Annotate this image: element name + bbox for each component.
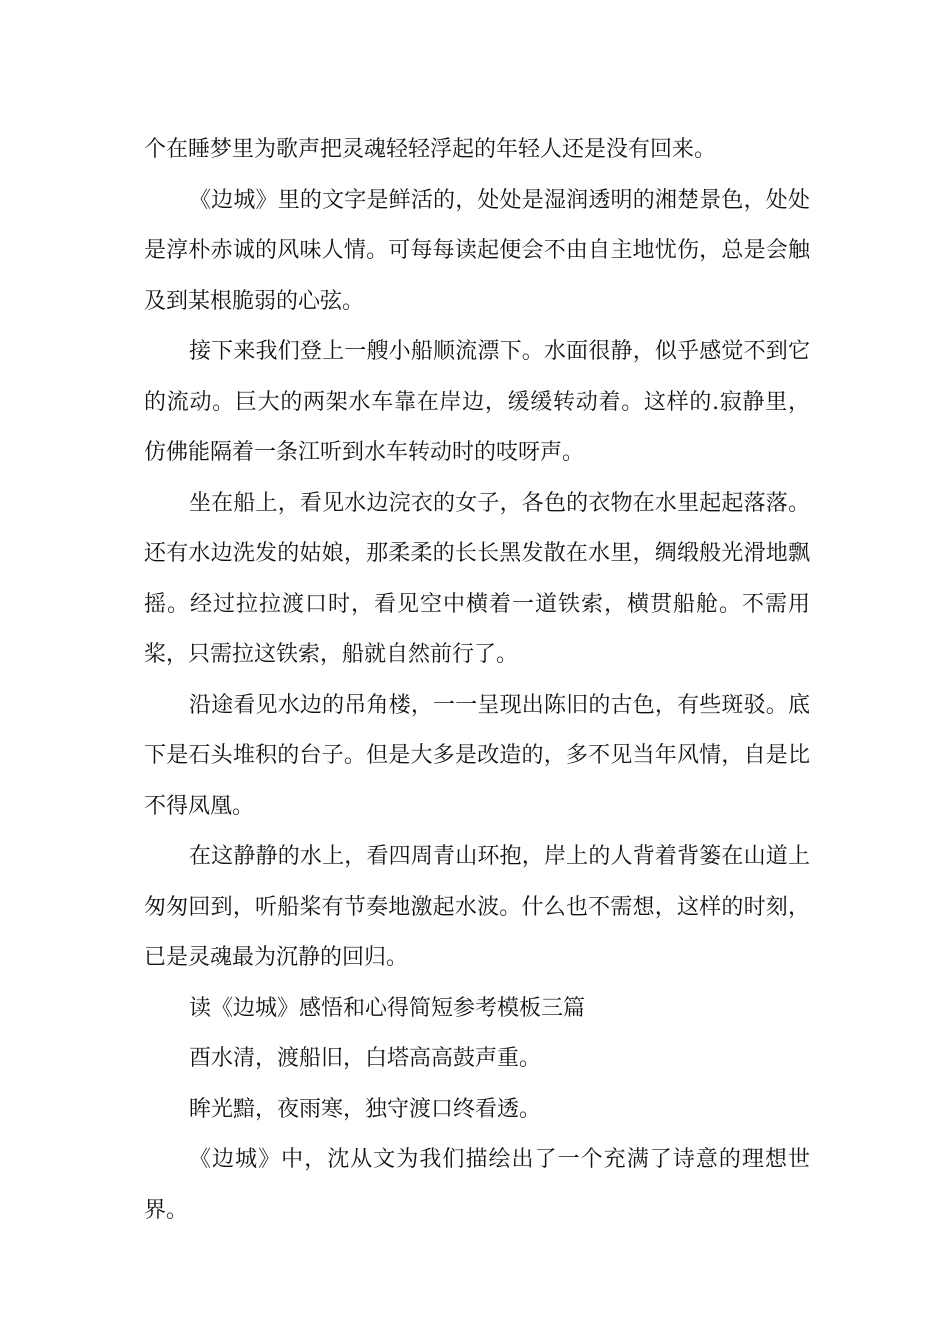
paragraph-stilt-houses: 沿途看见水边的吊角楼，一一呈现出陈旧的古色，有些斑驳。底下是石头堆积的台子。但是大多是改造的，多不见当年风情，自是比不得凤凰。	[144, 692, 810, 819]
paragraph-on-boat: 坐在船上，看见水边浣衣的女子，各色的衣物在水里起起落落。还有水边洗发的姑娘，那柔柔的长长黑发散在水里，绸缎般光滑地飘摇。经过拉拉渡口时，看见空中横着一道铁索，横贯船舱。不需用桨，只需拉这铁索，船就自然前行了。	[144, 490, 810, 667]
document-body	[144, 125, 810, 1236]
verse-line-2: 眸光黯，夜雨寒，独守渡口终看透。	[189, 1096, 542, 1122]
paragraph-text-description: 《边城》里的文字是鲜活的，处处是湿润透明的湘楚景色，处处是淳朴赤诚的风味人情。可每每读起便会不由自主地忧伤，总是会触及到某根脆弱的心弦。	[144, 187, 810, 314]
section-title: 读《边城》感悟和心得简短参考模板三篇	[189, 995, 586, 1021]
verse-line-1: 酉水清，渡船旧，白塔高高鼓声重。	[189, 1046, 542, 1071]
paragraph-continued: 个在睡梦里为歌声把灵魂轻轻浮起的年轻人还是没有回来。	[144, 137, 717, 162]
paragraph-quiet-water: 在这静静的水上，看四周青山环抱，岸上的人背着背篓在山道上匆匆回到，听船桨有节奏地激起水波。什么也不需想，这样的时刻，已是灵魂最为沉静的回归。	[144, 844, 810, 970]
paragraph-poetic-world: 《边城》中，沈从文为我们描绘出了一个充满了诗意的理想世界。	[144, 1147, 810, 1223]
paragraph-boat-ride: 接下来我们登上一艘小船顺流漂下。水面很静，似乎感觉不到它的流动。巨大的两架水车靠在岸边，缓缓转动着。这样的.寂静里，仿佛能隔着一条江听到水车转动时的吱呀声。	[144, 339, 810, 465]
